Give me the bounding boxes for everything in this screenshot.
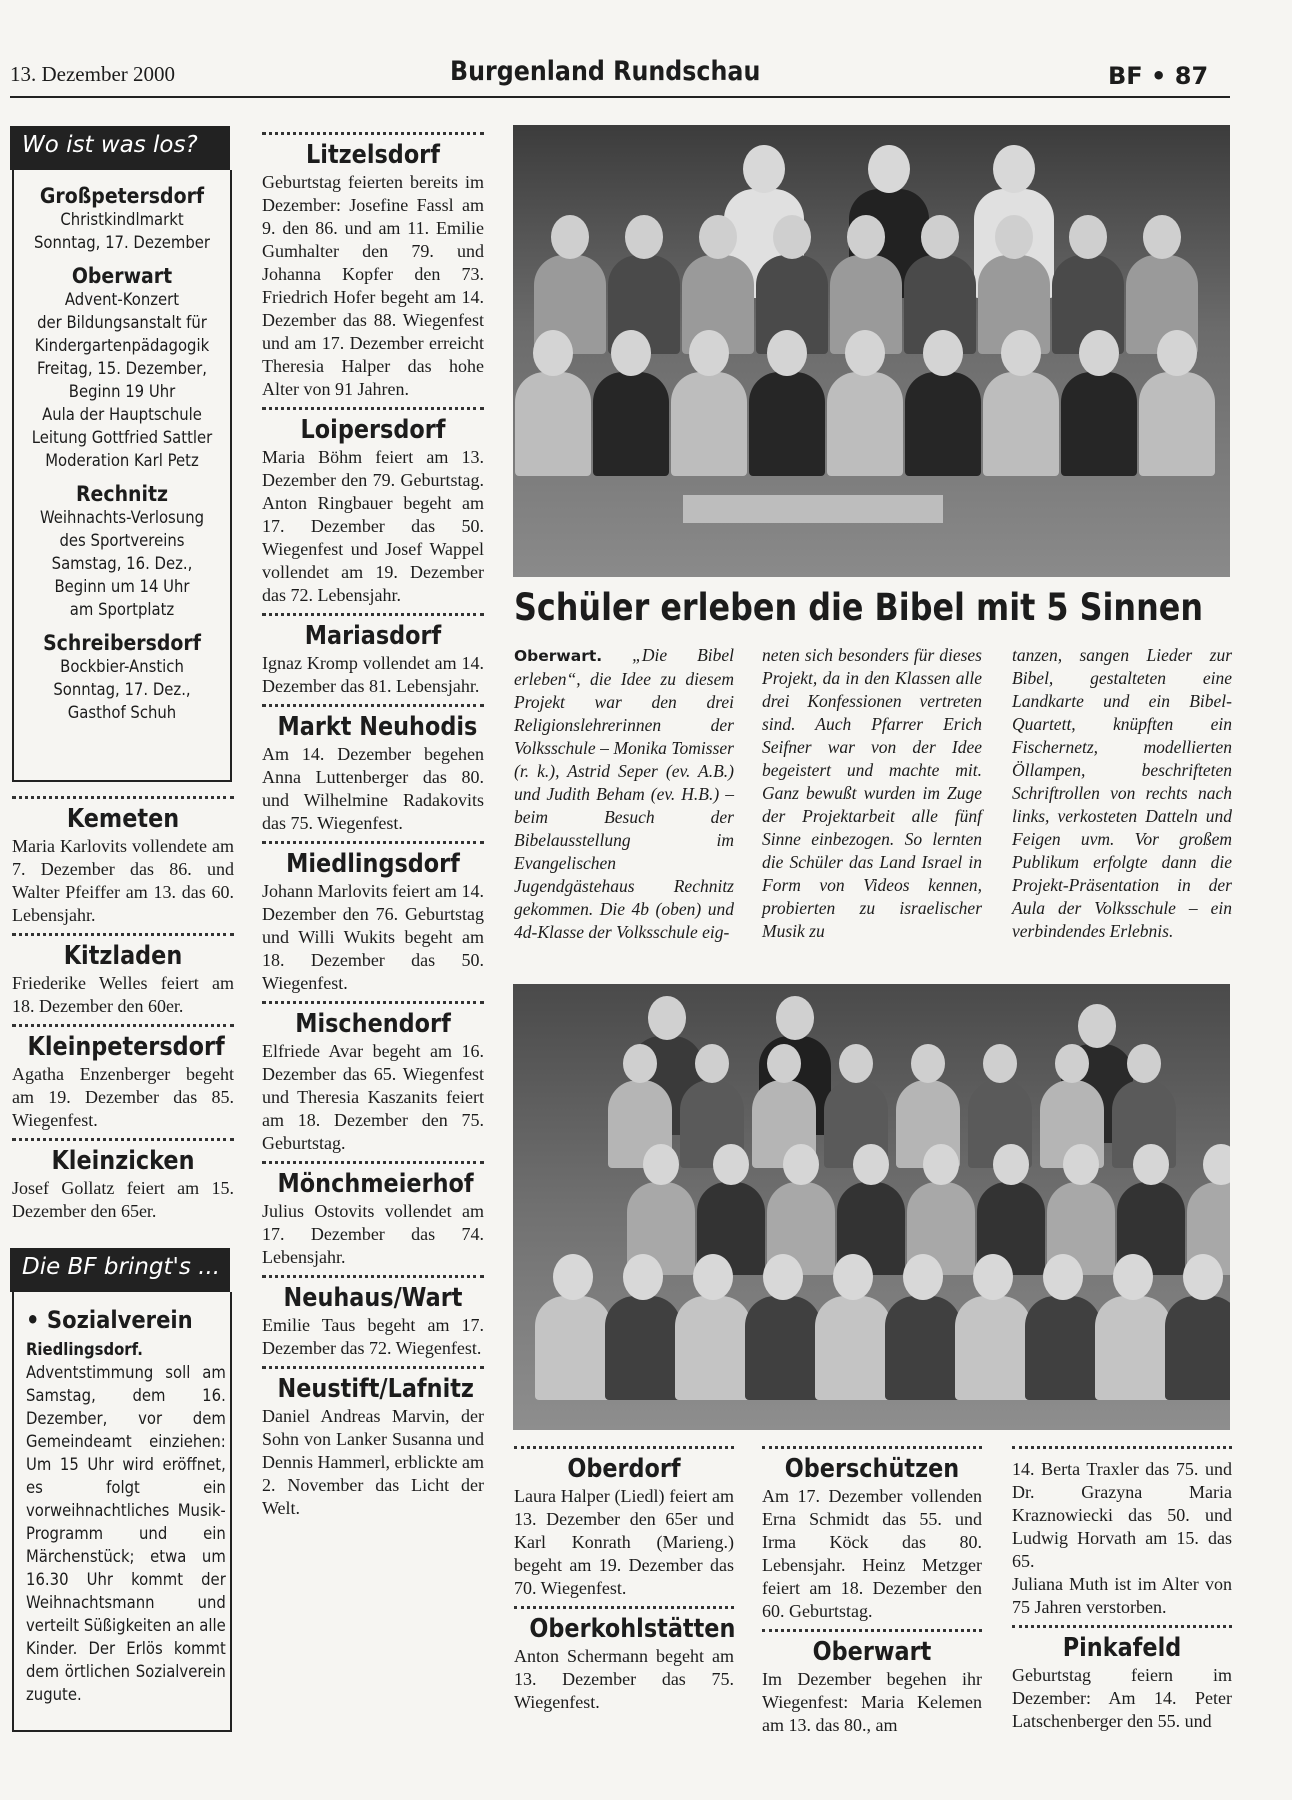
article-column-1 [514,644,734,944]
dotted-separator [262,841,484,844]
bottom-column-2 [762,1440,982,1737]
bf-box [12,1292,232,1732]
dotted-separator [762,1446,982,1449]
event-detail: Samstag, 16. Dez., [51,554,193,573]
bf-item-body: Adventstimmung soll am Samstag, dem 16. Dezember, vor dem Gemeindeamt einziehen: Um 15 Uhr wird eröffnet, es folgt ein vorweihnachtliches Musik-Programm und ein Märchenstück; etwa um 16.30 Uhr kommt der Weihnachtsmann und verteilt Süßigkeiten an alle Kinder. Der Erlös kommt dem örtlichen Sozialverein zugute. [26,1363,226,1704]
announcement-text: Josef Gollatz feiert am 15. Dezember den 65er. [12,1178,234,1221]
announcement-text: Laura Halper (Liedl) feiert am 13. Dezember den 65er und Karl Konrath (Marieng.) begeht am 19. Dezember das 70. Wiegenfest. [514,1486,734,1598]
dotted-separator [262,1275,484,1278]
announcement-title: Loipersdorf [300,415,446,445]
bottom-column-1 [514,1440,734,1714]
bf-item-lead: Riedlingsdorf. [26,1340,143,1359]
event-detail: Beginn 19 Uhr [68,382,176,401]
event-detail: am Sportplatz [69,600,175,619]
announcement-title: Oberkohlstätten [529,1614,736,1644]
event-place: Schreibersdorf [43,631,201,655]
left-announcements [12,790,234,1223]
bf-box-header: Die BF bringt's ... [10,1248,230,1292]
event-place: Rechnitz [75,482,168,506]
announcement-text: Geburtstag feierten bereits im Dezember: Josefine Fassl am 9. den 86. und am 11. Emilie Gumhalter den 79. und Johanna Kopfer den 73. Friedrich Hofer begeht am 14. Dezember das 88. Wiegenfest und am 17. Dezember erreicht Theresia Halper das hohe Alter von 91 Jahren. [262,172,484,399]
announcement-text: Maria Karlovits vollendete am 7. Dezember das 86. und Walter Pfeiffer am 13. das 60. Lebensjahr. [12,836,234,925]
event-detail: Sonntag, 17. Dezember [33,233,211,252]
event-detail: Advent-Konzert [64,290,180,309]
event-detail: Sonntag, 17. Dez., [53,680,191,699]
dotted-separator [262,132,484,135]
announcement-title: Neustift/Lafnitz [277,1374,474,1404]
article-headline: Schüler erleben die Bibel mit 5 Sinnen [514,586,1203,629]
dotted-separator [12,796,234,799]
announcement-text: Am 17. Dezember vollenden Erna Schmidt das 55. und Irma Köck das 80. Lebensjahr. Heinz Metzger feiert am 18. Dezember den 60. Geburtstag. [762,1486,982,1621]
middle-announcements [262,126,484,1520]
announcement-title: Kemeten [66,804,180,834]
announcement-text: Agatha Enzenberger begeht am 19. Dezember das 85. Wiegenfest. [12,1064,234,1130]
dotted-separator [12,933,234,936]
dotted-separator [262,613,484,616]
dotted-separator [262,407,484,410]
announcement-text: Ignaz Kromp vollendet am 14. Dezember das 81. Lebensjahr. [262,653,484,696]
dotted-separator [1012,1625,1232,1628]
article-col1-text: „Die Bibel erleben“, die Idee zu diesem Projekt war den drei Religionslehrerinnen der Volksschule – Monika Tomisser (r. k.), Astrid Seper (ev. A.B.) und Judith Beham (ev. H.B.) – beim Besuch der Bibelausstellung im Evangelischen Jugendgästehaus Rechnitz gekommen. Die 4b (oben) und 4d-Klasse der Volksschule eig- [514,645,734,942]
dotted-separator [262,704,484,707]
event-detail: Gasthof Schuh [67,703,177,722]
bottom-col3-obituary: Juliana Muth ist im Alter von 75 Jahren verstorben. [1012,1574,1232,1617]
events-box [12,170,232,782]
dotted-separator [762,1629,982,1632]
dotted-separator [262,1001,484,1004]
announcement-text: Friederike Welles feiert am 18. Dezember den 60er. [12,973,234,1016]
announcement-title: Markt Neuhodis [277,712,478,742]
class-photo-top [513,125,1230,577]
dotted-separator [262,1161,484,1164]
event-place: Großpetersdorf [39,184,205,208]
announcement-title: Litzelsdorf [306,140,440,170]
bottom-col3-continued: 14. Berta Traxler das 75. und Dr. Grazyna Maria Kraznowiecki das 50. und Ludwig Horvath am 15. das 65. [1012,1459,1232,1571]
article-lead: Oberwart. [514,647,603,665]
dotted-separator [1012,1446,1232,1449]
bf-item-text [26,1338,226,1706]
event-detail: Beginn um 14 Uhr [54,577,190,596]
newspaper-title: Burgenland Rundschau [450,56,761,87]
event-detail: des Sportvereins [59,531,185,550]
announcement-text: Elfriede Avar begeht am 16. Dezember das 65. Wiegenfest und Theresia Kaszanits feiert am 18. Dezember den 75. Geburtstag. [262,1041,484,1153]
event-detail: Kindergartenpädagogik [34,336,210,355]
announcement-title: Kitzladen [63,941,183,971]
photo-table [683,495,943,523]
announcement-title: Oberschützen [784,1454,960,1484]
dotted-separator [12,1138,234,1141]
announcement-text: Julius Ostovits vollendet am 17. Dezember das 74. Lebensjahr. [262,1201,484,1267]
event-detail: Freitag, 15. Dezember, [37,359,207,378]
announcement-title: Kleinzicken [51,1146,195,1176]
dotted-separator [262,1366,484,1369]
issue-date: 13. Dezember 2000 [10,62,176,86]
event-detail: Moderation Karl Petz [45,451,199,470]
page-number: BF • 87 [1108,62,1209,90]
article-column-3: tanzen, sangen Lieder zur Bibel, gestalteten eine Landkarte und ein Bibel-Quartett, knüpften ein Fischernetz, modellierten Öllampen, beschrifteten Schriftrollen von rechts nach links, verkosteten Datteln und Feigen uvm. Vor großem Publikum erfolgte dann die Projekt-Präsentation in der Aula der Volksschule – ein verbindendes Erlebnis. [1012,645,1232,941]
announcement-title: Oberwart [812,1637,932,1667]
announcement-text: Daniel Andreas Marvin, der Sohn von Lanker Susanna und Dennis Hammerl, erblickte am 2. November das Licht der Welt. [262,1406,484,1518]
announcement-title: Miedlingsdorf [286,849,460,879]
announcement-text: Maria Böhm feiert am 13. Dezember den 79. Geburtstag. Anton Ringbauer begeht am 17. Dezember das 50. Wiegenfest und Josef Wappel vollendet am 19. Dezember das 72. Lebensjahr. [262,447,484,605]
event-detail: Weihnachts-Verlosung [39,508,205,527]
event-detail: Aula der Hauptschule [42,405,202,424]
event-detail: Bockbier-Anstich [60,657,184,676]
announcement-title: Mönchmeierhof [277,1169,474,1199]
dotted-separator [12,1024,234,1027]
dotted-separator [514,1446,734,1449]
event-detail: der Bildungsanstalt für [37,313,207,332]
announcement-text: Anton Schermann begeht am 13. Dezember das 75. Wiegenfest. [514,1646,734,1712]
events-box-header: Wo ist was los? [10,126,230,170]
announcement-title: Mariasdorf [304,621,442,651]
announcement-text: Emilie Taus begeht am 17. Dezember das 72. Wiegenfest. [262,1315,484,1358]
event-place: Oberwart [71,264,173,288]
article-column-2: neten sich besonders für dieses Projekt, da in den Klassen alle drei Konfessionen vertreten sind. Auch Pfarrer Erich Seifner war von der Idee begeistert und machte mit. Ganz bewußt wurden im Zuge der Projektarbeit alle fünf Sinne einbezogen. So lernten die Schüler das Land Israel in Form von Videos kennen, probierten zu israelischer Musik zu [762,645,982,941]
announcement-text: Johann Marlovits feiert am 14. Dezember den 76. Geburtstag und Willi Wukits begeht am 18. Dezember das 50. Wiegenfest. [262,881,484,993]
bottom-column-3 [1012,1440,1232,1733]
event-detail: Christkindlmarkt [60,210,184,229]
dotted-separator [514,1606,734,1609]
event-detail: Leitung Gottfried Sattler [31,428,213,447]
announcement-title: Oberdorf [567,1454,681,1484]
announcement-title: Neuhaus/Wart [283,1283,463,1313]
header-rule [10,96,1230,98]
class-photo-bottom [513,984,1230,1430]
announcement-title: Pinkafeld [1062,1633,1182,1663]
announcement-title: Kleinpetersdorf [27,1032,225,1062]
announcement-text: Am 14. Dezember begehen Anna Luttenberger das 80. und Wilhelmine Radakovits das 75. Wiegenfest. [262,744,484,833]
announcement-text: Geburtstag feiern im Dezember: Am 14. Peter Latschenberger den 55. und [1012,1665,1232,1731]
announcement-text: Im Dezember begehen ihr Wiegenfest: Maria Kelemen am 13. das 80., am [762,1669,982,1735]
announcement-title: Mischendorf [295,1009,451,1039]
bf-item-title: • Sozialverein [26,1306,193,1334]
